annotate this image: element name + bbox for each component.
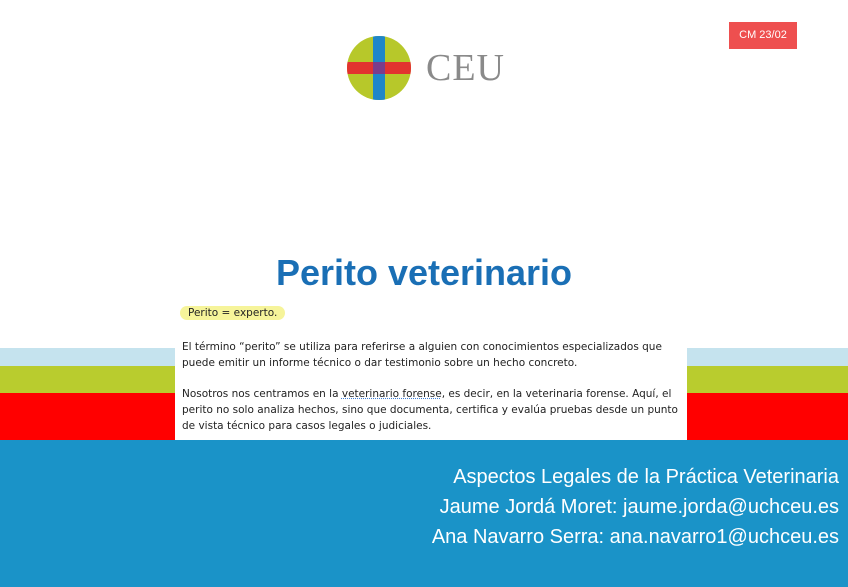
ceu-cross-icon	[347, 36, 411, 100]
slide-title: Perito veterinario	[275, 252, 573, 293]
ceu-logo	[347, 36, 517, 102]
slide-tag-badge: CM 23/02	[729, 22, 797, 49]
author-1-contact: Jaume Jordá Moret: jaume.jorda@uchceu.es	[439, 496, 839, 518]
notes-paragraph-1: El término “perito” se utiliza para referirse a alguien con conocimientos especializados que puede emitir un informe técnico o dar testimonio sobre un hecho concreto.	[182, 341, 662, 369]
author-2-contact: Ana Navarro Serra: ana.navarro1@uchceu.es	[431, 526, 839, 548]
speaker-notes-box	[175, 300, 687, 440]
notes-paragraph-2-start: Nosotros nos centramos en la	[182, 388, 342, 400]
logo-wordmark: CEU	[426, 47, 505, 89]
spellcheck-underlined-term[interactable]: veterinario forense	[341, 388, 442, 400]
highlighted-definition: Perito = experto.	[180, 306, 285, 320]
notes-paragraph-2	[182, 386, 682, 434]
course-title: Aspectos Legales de la Práctica Veterinaria	[453, 466, 839, 488]
notes-paragraph-2-end: , es decir, en la veterinaria forense. Aquí, el perito no solo analiza hechos, sino que documenta, certifica y evalúa pruebas desde un punto de vista técnico para casos legales o judiciales.	[182, 388, 678, 432]
